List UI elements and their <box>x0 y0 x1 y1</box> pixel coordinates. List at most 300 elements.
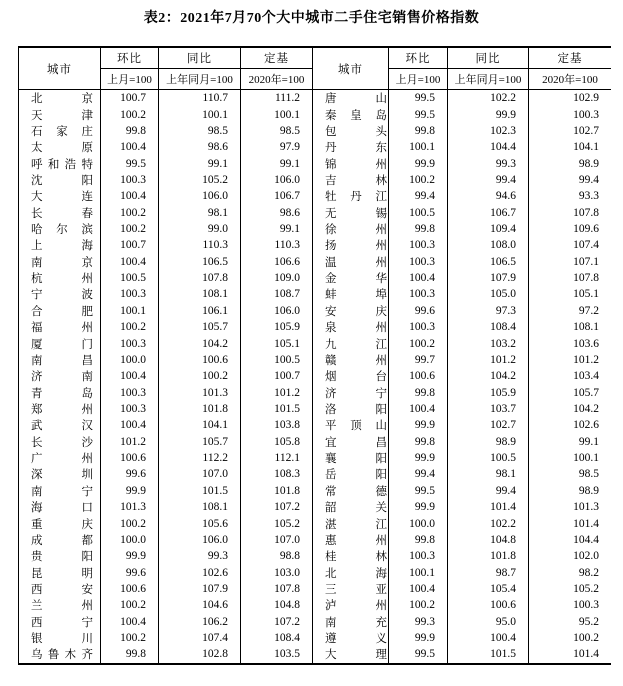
yoy-value-cell: 106.1 <box>159 303 241 319</box>
city-cell <box>313 303 389 319</box>
city-cell <box>313 237 389 253</box>
mom-value-cell: 100.3 <box>101 401 159 417</box>
mom-value-cell: 100.2 <box>389 335 448 351</box>
fixed-value-cell: 105.8 <box>241 434 313 450</box>
city-name: 温 州 <box>325 256 387 269</box>
mom-value-cell: 101.3 <box>101 499 159 515</box>
yoy-value-cell: 107.9 <box>159 581 241 597</box>
table-row <box>19 270 611 286</box>
yoy-value-cell: 112.2 <box>159 450 241 466</box>
yoy-value-cell: 101.5 <box>159 483 241 499</box>
city-name: 泉 州 <box>325 322 387 335</box>
mom-value-cell: 100.0 <box>101 352 159 368</box>
fixed-value-cell: 100.3 <box>573 599 599 612</box>
fixed-value-cell: 98.6 <box>241 205 313 221</box>
fixed-value-cell: 100.1 <box>573 452 599 465</box>
fixed-value-cell: 107.0 <box>241 532 313 548</box>
city-cell <box>19 466 101 482</box>
table-row <box>19 401 611 417</box>
yoy-value-cell: 105.6 <box>159 515 241 531</box>
mom-value-cell: 99.3 <box>389 614 448 630</box>
city-name: 岳 阳 <box>325 469 387 482</box>
mom-value-cell: 100.2 <box>101 515 159 531</box>
table-row <box>19 172 611 188</box>
mom-value-cell: 100.4 <box>101 368 159 384</box>
city-cell <box>313 581 389 597</box>
city-name: 北 海 <box>325 567 387 580</box>
city-cell <box>19 90 101 106</box>
table-row <box>19 384 611 400</box>
fixed-value-cell: 107.8 <box>573 272 599 285</box>
city-cell <box>313 597 389 613</box>
city-name: 北 京 <box>31 93 93 106</box>
yoy-value-cell: 101.8 <box>448 548 529 564</box>
table-row <box>19 123 611 139</box>
city-name: 福 州 <box>31 322 93 335</box>
yoy-value-cell: 105.4 <box>448 581 529 597</box>
city-name: 泸 州 <box>325 600 387 613</box>
city-name: 赣 州 <box>325 354 387 367</box>
header-fixed-label: 定基 <box>529 48 611 69</box>
city-name: 武 汉 <box>31 420 93 433</box>
city-name: 九 江 <box>325 338 387 351</box>
city-cell <box>19 417 101 433</box>
city-name: 济 南 <box>31 371 93 384</box>
header-mom-label: 环比 <box>101 48 158 69</box>
mom-value-cell: 99.9 <box>389 417 448 433</box>
fixed-value-cell: 105.7 <box>573 386 599 399</box>
city-name: 丹 东 <box>325 142 387 155</box>
city-name: 杭 州 <box>31 273 93 286</box>
header-fixed-base: 2020年=100 <box>542 73 598 86</box>
yoy-value-cell: 99.9 <box>448 106 529 122</box>
fixed-value-cell: 105.9 <box>241 319 313 335</box>
yoy-value-cell: 99.3 <box>448 155 529 171</box>
city-name: 南 充 <box>325 616 387 629</box>
header-mom-base: 上月=100 <box>107 73 152 86</box>
yoy-value-cell: 98.9 <box>448 434 529 450</box>
yoy-value-cell: 106.2 <box>159 614 241 630</box>
mom-value-cell: 99.9 <box>389 450 448 466</box>
fixed-value-cell: 105.2 <box>241 515 313 531</box>
yoy-value-cell: 106.5 <box>448 254 529 270</box>
city-name: 桂 林 <box>325 551 387 564</box>
fixed-value-cell: 103.5 <box>241 646 313 662</box>
mom-value-cell: 99.6 <box>101 564 159 580</box>
city-cell <box>313 123 389 139</box>
mom-value-cell: 100.3 <box>101 335 159 351</box>
fixed-value-cell: 101.4 <box>573 648 599 661</box>
table-title: 表2：2021年7月70个大中城市二手住宅销售价格指数 <box>143 11 480 26</box>
yoy-value-cell: 101.4 <box>448 499 529 515</box>
city-cell <box>19 319 101 335</box>
fixed-value-cell: 99.1 <box>241 221 313 237</box>
city-name: 无 锡 <box>325 207 387 220</box>
table-row <box>19 483 611 499</box>
mom-value-cell: 100.3 <box>389 319 448 335</box>
mom-value-cell: 100.2 <box>101 221 159 237</box>
table-row <box>19 303 611 319</box>
mom-value-cell: 100.1 <box>389 564 448 580</box>
yoy-value-cell: 108.0 <box>448 237 529 253</box>
mom-value-cell: 99.9 <box>101 483 159 499</box>
yoy-value-cell: 110.7 <box>159 90 241 106</box>
city-name: 南 昌 <box>31 354 93 367</box>
city-name: 三 亚 <box>325 583 387 596</box>
mom-value-cell: 100.3 <box>101 172 159 188</box>
city-name: 烟 台 <box>325 371 387 384</box>
header-mom-left <box>101 48 159 89</box>
fixed-value-cell: 98.9 <box>578 484 599 497</box>
yoy-value-cell: 104.2 <box>159 335 241 351</box>
yoy-value-cell: 103.2 <box>448 335 529 351</box>
city-name: 石 家 庄 <box>31 125 93 138</box>
mom-value-cell: 100.4 <box>101 417 159 433</box>
header-yoy-base: 上年同月=100 <box>454 73 522 86</box>
city-cell <box>313 401 389 417</box>
mom-value-cell: 100.2 <box>389 172 448 188</box>
yoy-value-cell: 100.1 <box>159 106 241 122</box>
city-cell <box>19 515 101 531</box>
mom-value-cell: 99.4 <box>389 466 448 482</box>
city-name: 郑 州 <box>31 404 93 416</box>
yoy-value-cell: 107.9 <box>448 270 529 286</box>
header-mom-base: 上月=100 <box>395 73 441 86</box>
yoy-value-cell: 104.2 <box>448 368 529 384</box>
city-cell <box>19 221 101 237</box>
city-cell <box>313 221 389 237</box>
table-row <box>19 254 611 270</box>
table-row <box>19 646 611 662</box>
fixed-value-cell: 104.8 <box>241 597 313 613</box>
yoy-value-cell: 104.8 <box>448 532 529 548</box>
yoy-value-cell: 102.8 <box>159 646 241 662</box>
fixed-value-cell: 107.4 <box>573 239 599 252</box>
mom-value-cell: 100.7 <box>101 90 159 106</box>
fixed-value-cell: 107.2 <box>241 499 313 515</box>
yoy-value-cell: 99.3 <box>159 548 241 564</box>
mom-value-cell: 99.8 <box>389 434 448 450</box>
table-row <box>19 139 611 155</box>
fixed-value-cell: 98.5 <box>578 468 599 481</box>
fixed-value-cell: 107.1 <box>573 255 599 268</box>
mom-value-cell: 100.6 <box>101 450 159 466</box>
yoy-value-cell: 101.2 <box>448 352 529 368</box>
city-name: 徐 州 <box>325 224 387 237</box>
yoy-value-cell: 108.4 <box>448 319 529 335</box>
city-name: 兰 州 <box>31 600 93 613</box>
yoy-value-cell: 98.5 <box>159 123 241 139</box>
city-cell <box>313 155 389 171</box>
city-name: 牡 丹 江 <box>325 191 387 204</box>
yoy-value-cell: 107.0 <box>159 466 241 482</box>
fixed-value-cell: 105.1 <box>573 288 599 301</box>
yoy-value-cell: 101.3 <box>159 384 241 400</box>
city-cell <box>19 532 101 548</box>
city-cell <box>19 303 101 319</box>
city-cell <box>19 254 101 270</box>
city-cell <box>313 139 389 155</box>
header-mom-right <box>389 48 448 89</box>
table-row <box>19 106 611 122</box>
city-cell <box>313 188 389 204</box>
city-name: 襄 阳 <box>325 453 387 466</box>
mom-value-cell: 99.5 <box>389 646 448 662</box>
city-name: 吉 林 <box>325 174 387 187</box>
fixed-value-cell: 104.2 <box>573 403 599 415</box>
yoy-value-cell: 106.0 <box>159 532 241 548</box>
yoy-value-cell: 106.7 <box>448 205 529 221</box>
city-cell <box>19 335 101 351</box>
mom-value-cell: 101.2 <box>101 434 159 450</box>
city-cell <box>19 106 101 122</box>
table-row <box>19 221 611 237</box>
table-row <box>19 630 611 646</box>
city-name: 常 德 <box>325 485 387 498</box>
city-cell <box>313 270 389 286</box>
yoy-value-cell: 100.6 <box>159 352 241 368</box>
yoy-value-cell: 105.7 <box>159 319 241 335</box>
city-cell <box>313 548 389 564</box>
fixed-value-cell: 107.8 <box>241 581 313 597</box>
city-cell <box>19 434 101 450</box>
mom-value-cell: 99.8 <box>389 384 448 400</box>
city-cell <box>313 368 389 384</box>
city-name: 包 头 <box>325 125 387 138</box>
table-row <box>19 319 611 335</box>
mom-value-cell: 100.3 <box>389 548 448 564</box>
city-name: 金 华 <box>325 273 387 286</box>
city-name: 厦 门 <box>31 338 93 351</box>
fixed-value-cell: 106.7 <box>241 188 313 204</box>
fixed-value-cell: 105.1 <box>241 335 313 351</box>
mom-value-cell: 99.8 <box>389 123 448 139</box>
yoy-value-cell: 104.1 <box>159 417 241 433</box>
fixed-value-cell: 102.6 <box>573 419 599 432</box>
mom-value-cell: 99.7 <box>389 352 448 368</box>
city-name: 青 岛 <box>31 387 93 400</box>
mom-value-cell: 100.7 <box>101 237 159 253</box>
yoy-value-cell: 108.1 <box>159 499 241 515</box>
yoy-value-cell: 106.0 <box>159 188 241 204</box>
city-name: 蚌 埠 <box>325 289 387 302</box>
city-cell <box>19 123 101 139</box>
yoy-value-cell: 102.2 <box>448 90 529 106</box>
mom-value-cell: 100.4 <box>101 188 159 204</box>
city-name: 遵 义 <box>325 633 387 646</box>
table-row <box>19 434 611 450</box>
city-name: 长 沙 <box>31 436 93 449</box>
city-cell <box>19 139 101 155</box>
city-cell <box>19 564 101 580</box>
table-row <box>19 368 611 384</box>
mom-value-cell: 99.8 <box>101 123 159 139</box>
fixed-value-cell: 111.2 <box>241 90 313 106</box>
fixed-value-cell: 106.6 <box>241 254 313 270</box>
mom-value-cell: 99.6 <box>389 303 448 319</box>
city-cell <box>313 90 389 106</box>
city-name: 长 春 <box>31 207 93 220</box>
city-name: 哈 尔 滨 <box>31 224 93 237</box>
table-row <box>19 352 611 368</box>
city-cell <box>19 450 101 466</box>
mom-value-cell: 99.4 <box>389 188 448 204</box>
fixed-value-cell: 101.3 <box>573 501 599 514</box>
mom-value-cell: 99.8 <box>389 532 448 548</box>
city-name: 乌 鲁 木 齐 <box>31 649 93 662</box>
city-cell <box>313 106 389 122</box>
fixed-value-cell: 104.4 <box>573 533 599 546</box>
yoy-value-cell: 95.0 <box>448 614 529 630</box>
fixed-value-cell: 99.1 <box>241 155 313 171</box>
city-cell <box>19 286 101 302</box>
mom-value-cell: 100.4 <box>389 581 448 597</box>
city-name: 安 庆 <box>325 305 387 318</box>
table-row <box>19 237 611 253</box>
city-name: 宜 昌 <box>325 436 387 449</box>
fixed-value-cell: 108.1 <box>573 321 599 334</box>
city-cell <box>313 172 389 188</box>
yoy-value-cell: 98.1 <box>448 466 529 482</box>
mom-value-cell: 100.5 <box>101 270 159 286</box>
city-cell <box>19 646 101 662</box>
yoy-value-cell: 105.0 <box>448 286 529 302</box>
city-cell <box>19 384 101 400</box>
fixed-value-cell: 98.2 <box>578 566 599 579</box>
city-cell <box>19 172 101 188</box>
city-name: 宁 波 <box>31 289 93 302</box>
city-name: 西 宁 <box>31 616 93 629</box>
city-cell <box>19 597 101 613</box>
city-name: 湛 江 <box>325 518 387 531</box>
table-row <box>19 286 611 302</box>
fixed-value-cell: 99.1 <box>578 435 599 448</box>
fixed-value-cell: 100.5 <box>241 352 313 368</box>
mom-value-cell: 100.5 <box>389 205 448 221</box>
header-yoy-base: 上年同月=100 <box>166 73 233 86</box>
yoy-value-cell: 99.4 <box>448 483 529 499</box>
yoy-value-cell: 102.2 <box>448 515 529 531</box>
city-name: 贵 阳 <box>31 551 93 564</box>
table-row <box>19 532 611 548</box>
city-cell <box>313 483 389 499</box>
city-name: 广 州 <box>31 453 93 466</box>
fixed-value-cell: 106.0 <box>241 172 313 188</box>
city-cell <box>19 614 101 630</box>
yoy-value-cell: 98.7 <box>448 564 529 580</box>
yoy-value-cell: 109.4 <box>448 221 529 237</box>
header-fixed-left <box>241 48 313 89</box>
city-cell <box>313 630 389 646</box>
yoy-value-cell: 98.1 <box>159 205 241 221</box>
fixed-value-cell: 100.7 <box>241 368 313 384</box>
city-cell <box>19 581 101 597</box>
city-name: 平 顶 山 <box>325 420 387 433</box>
city-cell <box>313 532 389 548</box>
mom-value-cell: 99.5 <box>389 483 448 499</box>
mom-value-cell: 99.9 <box>389 630 448 646</box>
mom-value-cell: 100.4 <box>389 270 448 286</box>
city-name: 沈 阳 <box>31 174 93 187</box>
header-yoy-label: 同比 <box>448 48 528 69</box>
yoy-value-cell: 103.7 <box>448 401 529 417</box>
city-name: 海 口 <box>31 502 93 515</box>
yoy-value-cell: 108.1 <box>159 286 241 302</box>
table-row <box>19 450 611 466</box>
city-name: 成 都 <box>31 534 93 547</box>
yoy-value-cell: 100.2 <box>159 368 241 384</box>
yoy-value-cell: 98.6 <box>159 139 241 155</box>
mom-value-cell: 99.8 <box>101 646 159 662</box>
yoy-value-cell: 97.3 <box>448 303 529 319</box>
city-name: 天 津 <box>31 109 93 122</box>
city-cell <box>313 466 389 482</box>
fixed-value-cell: 98.9 <box>578 157 599 170</box>
city-name: 南 宁 <box>31 485 93 498</box>
header-city-right: 城市 <box>313 48 389 89</box>
yoy-value-cell: 99.1 <box>159 155 241 171</box>
table-row <box>19 548 611 564</box>
city-name: 大 连 <box>31 191 93 204</box>
fixed-value-cell: 108.4 <box>241 630 313 646</box>
table-row <box>19 597 611 613</box>
fixed-value-cell: 105.2 <box>573 582 599 595</box>
mom-value-cell: 100.4 <box>101 254 159 270</box>
city-name: 扬 州 <box>325 240 387 253</box>
fixed-value-cell: 104.1 <box>573 141 599 154</box>
table-row <box>19 614 611 630</box>
mom-value-cell: 99.6 <box>101 466 159 482</box>
city-cell <box>19 155 101 171</box>
city-cell <box>19 270 101 286</box>
fixed-value-cell: 102.9 <box>573 92 599 105</box>
fixed-value-cell: 103.0 <box>241 564 313 580</box>
mom-value-cell: 99.9 <box>101 548 159 564</box>
city-name: 合 肥 <box>31 305 93 318</box>
fixed-value-cell: 103.6 <box>573 337 599 350</box>
city-cell <box>313 450 389 466</box>
city-cell <box>313 319 389 335</box>
fixed-value-cell: 101.8 <box>241 483 313 499</box>
mom-value-cell: 100.4 <box>101 614 159 630</box>
mom-value-cell: 100.0 <box>389 515 448 531</box>
yoy-value-cell: 101.8 <box>159 401 241 417</box>
table-row <box>19 155 611 171</box>
table-row <box>19 466 611 482</box>
city-cell <box>313 205 389 221</box>
city-name: 洛 阳 <box>325 404 387 416</box>
city-cell <box>313 614 389 630</box>
fixed-value-cell: 97.9 <box>241 139 313 155</box>
city-cell <box>19 352 101 368</box>
fixed-value-cell: 108.7 <box>241 286 313 302</box>
fixed-value-cell: 100.1 <box>241 106 313 122</box>
fixed-value-cell: 97.2 <box>578 304 599 317</box>
fixed-value-cell: 108.3 <box>241 466 313 482</box>
city-cell <box>313 646 389 662</box>
fixed-value-cell: 106.0 <box>241 303 313 319</box>
city-cell <box>313 434 389 450</box>
city-name: 深 圳 <box>31 469 93 482</box>
mom-value-cell: 100.1 <box>101 303 159 319</box>
city-cell <box>313 384 389 400</box>
city-name: 重 庆 <box>31 518 93 531</box>
yoy-value-cell: 104.4 <box>448 139 529 155</box>
mom-value-cell: 100.2 <box>101 319 159 335</box>
yoy-value-cell: 105.2 <box>159 172 241 188</box>
yoy-value-cell: 100.6 <box>448 597 529 613</box>
mom-value-cell: 100.3 <box>389 254 448 270</box>
